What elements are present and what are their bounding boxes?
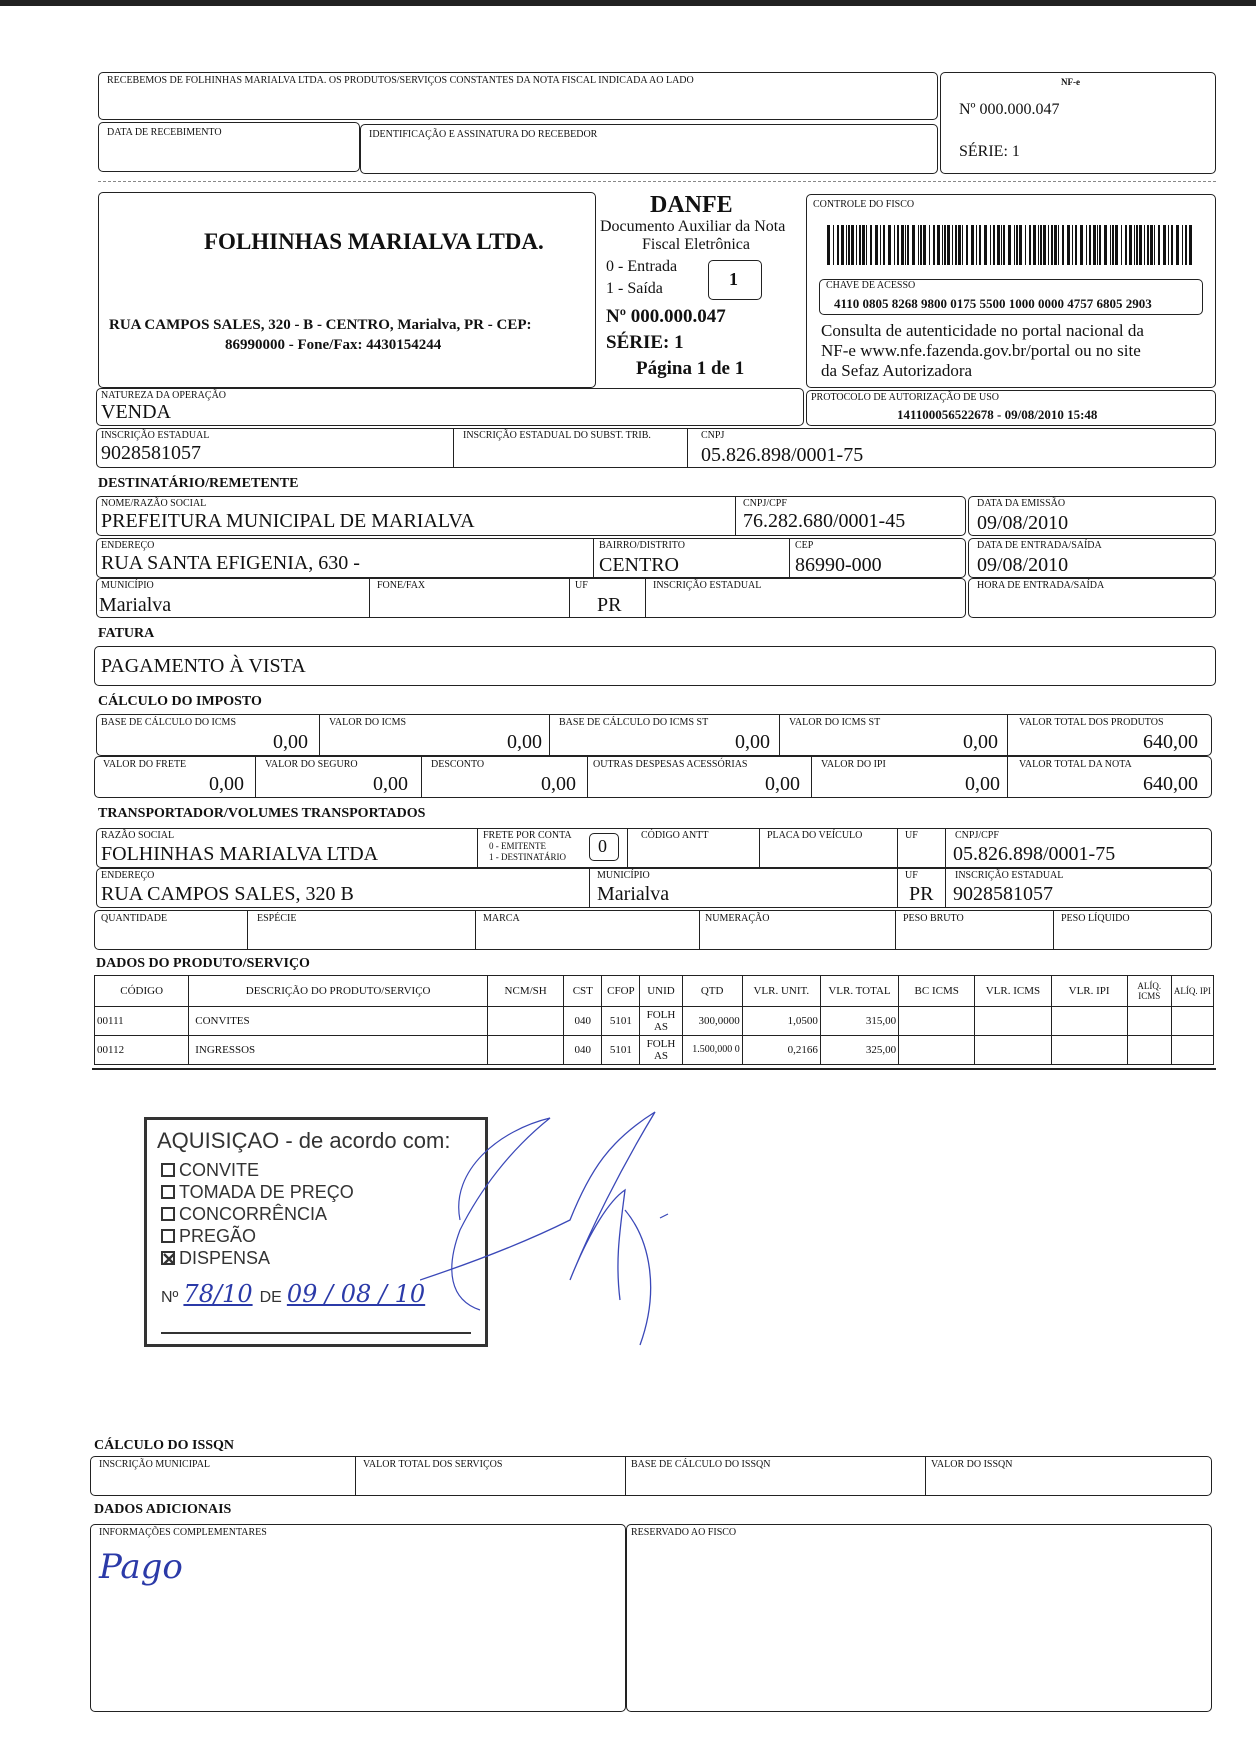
emitter-address-2: 86990000 - Fone/Fax: 4430154244 bbox=[225, 337, 442, 353]
nature-box bbox=[96, 388, 804, 426]
barcode-bar bbox=[942, 225, 943, 265]
recipient-name-label: NOME/RAZÃO SOCIAL bbox=[101, 498, 207, 509]
cell-cst: 040 bbox=[564, 1007, 602, 1036]
danfe-block bbox=[596, 192, 806, 388]
col-vlr-icms: VLR. ICMS bbox=[975, 976, 1051, 1007]
checkbox-icon bbox=[161, 1229, 175, 1243]
entry-date-label: DATA DE ENTRADA/SAÍDA bbox=[977, 540, 1102, 551]
additional-handwritten-note: Pago bbox=[99, 1547, 183, 1587]
recipient-section-title: DESTINATÁRIO/REMETENTE bbox=[98, 476, 299, 491]
barcode-bar bbox=[1147, 225, 1149, 265]
carrier-net-label: PESO LÍQUIDO bbox=[1061, 913, 1130, 924]
barcode-bar bbox=[937, 225, 940, 265]
barcode-bar bbox=[866, 225, 867, 265]
barcode-bar bbox=[1168, 225, 1169, 265]
stamp-option-convite bbox=[161, 1160, 259, 1181]
carrier-freight-label: FRETE POR CONTA bbox=[483, 830, 572, 841]
barcode-bar bbox=[933, 225, 935, 265]
recipient-uf-label: UF bbox=[575, 580, 588, 591]
emitter-address-1: RUA CAMPOS SALES, 320 - B - CENTRO, Marialva, PR - CEP: bbox=[109, 317, 532, 333]
carrier-address-label: ENDEREÇO bbox=[101, 870, 155, 881]
ie-label: INSCRIÇÃO ESTADUAL bbox=[101, 430, 210, 441]
barcode-bar bbox=[1093, 225, 1096, 265]
barcode-bar bbox=[888, 225, 891, 265]
cell-unit-price: 0,2166 bbox=[742, 1036, 820, 1065]
tax-insurance-label: VALOR DO SEGURO bbox=[265, 759, 358, 770]
danfe-subtitle-2: Fiscal Eletrônica bbox=[642, 236, 750, 253]
recipient-address-label: ENDEREÇO bbox=[101, 540, 155, 551]
tax-other: 0,00 bbox=[765, 773, 800, 795]
cell-ncm bbox=[488, 1007, 564, 1036]
col-unit-price: VLR. UNIT. bbox=[742, 976, 820, 1007]
tax-row-1 bbox=[96, 714, 1212, 756]
barcode-bar bbox=[833, 225, 834, 265]
signature-scribble bbox=[420, 1110, 680, 1360]
barcode-bar bbox=[1189, 225, 1192, 265]
receipt-header-box bbox=[98, 72, 938, 120]
barcode-bar bbox=[1154, 225, 1155, 265]
barcode-bar bbox=[837, 225, 839, 265]
nature-label: NATUREZA DA OPERAÇÃO bbox=[101, 390, 227, 401]
fisco-consult-2: NF-e www.nfe.fazenda.gov.br/portal ou no site bbox=[821, 341, 1141, 360]
danfe-saida: 1 - Saída bbox=[606, 280, 663, 297]
stamp-date: 09 / 08 / 10 bbox=[286, 1280, 426, 1308]
col-aliq-icms: ALÍQ. ICMS bbox=[1127, 976, 1171, 1007]
cell-ncm bbox=[488, 1036, 564, 1065]
tax-freight-label: VALOR DO FRETE bbox=[103, 759, 187, 770]
fisco-consult-1: Consulta de autenticidade no portal nacional da bbox=[821, 321, 1144, 340]
carrier-cnpj: 05.826.898/0001-75 bbox=[953, 843, 1116, 865]
barcode-bar bbox=[846, 225, 847, 265]
checkbox-icon bbox=[161, 1207, 175, 1221]
barcode-bar bbox=[1051, 225, 1053, 265]
barcode-bar bbox=[880, 225, 881, 265]
carrier-uf-label: UF bbox=[905, 830, 918, 841]
tax-icms-base-label: BASE DE CÁLCULO DO ICMS bbox=[101, 717, 237, 728]
col-code: CÓDIGO bbox=[95, 976, 189, 1007]
emission-date-label: DATA DA EMISSÃO bbox=[977, 498, 1066, 509]
barcode-bar bbox=[905, 225, 906, 265]
barcode-bar bbox=[990, 225, 991, 265]
barcode-bar bbox=[1033, 225, 1036, 265]
tax-insurance: 0,00 bbox=[373, 773, 408, 795]
carrier-numbering-label: NUMERAÇÃO bbox=[705, 913, 770, 924]
carrier-address: RUA CAMPOS SALES, 320 B bbox=[101, 883, 354, 905]
carrier-species-label: ESPÉCIE bbox=[257, 913, 297, 924]
barcode-bar bbox=[1134, 225, 1135, 265]
col-total: VLR. TOTAL bbox=[820, 976, 898, 1007]
barcode-bar bbox=[1014, 225, 1015, 265]
cell-qty: 1.500,000 0 bbox=[682, 1036, 742, 1065]
barcode-bar bbox=[875, 225, 878, 265]
tax-row-2 bbox=[94, 756, 1212, 798]
protocol-box bbox=[806, 390, 1216, 426]
entry-date-box bbox=[968, 538, 1216, 578]
table-row bbox=[95, 1007, 1214, 1036]
barcode-bar bbox=[1040, 225, 1042, 265]
barcode-bar bbox=[952, 225, 953, 265]
col-cst: CST bbox=[564, 976, 602, 1007]
checked-checkbox-icon bbox=[161, 1251, 175, 1265]
barcode-bar bbox=[1029, 225, 1031, 265]
barcode-bar bbox=[1104, 225, 1107, 265]
barcode-bar bbox=[1136, 225, 1138, 265]
recipient-ie-label: INSCRIÇÃO ESTADUAL bbox=[653, 580, 762, 591]
carrier-freight-box bbox=[589, 833, 619, 861]
checkbox-icon bbox=[161, 1185, 175, 1199]
barcode-bar bbox=[1099, 225, 1101, 265]
tax-section-title: CÁLCULO DO IMPOSTO bbox=[98, 694, 262, 709]
products-bottom-rule bbox=[92, 1068, 1216, 1070]
col-aliq-ipi: ALÍQ. IPI bbox=[1171, 976, 1213, 1007]
danfe-page: Página 1 de 1 bbox=[636, 358, 745, 379]
recipient-cnpj-label: CNPJ/CPF bbox=[743, 498, 787, 509]
cnpj-label: CNPJ bbox=[701, 430, 725, 441]
ie-st-label: INSCRIÇÃO ESTADUAL DO SUBST. TRIB. bbox=[463, 430, 651, 441]
barcode-bar bbox=[1048, 225, 1049, 265]
barcode-bar bbox=[1016, 225, 1018, 265]
carrier-ie-label: INSCRIÇÃO ESTADUAL bbox=[955, 870, 1064, 881]
recipient-district: CENTRO bbox=[599, 554, 679, 576]
stamp-number-prefix: Nº bbox=[161, 1289, 179, 1306]
barcode-bar bbox=[1150, 225, 1153, 265]
barcode-bar bbox=[1001, 225, 1002, 265]
barcode-bar bbox=[984, 225, 987, 265]
barcode-bar bbox=[1129, 225, 1132, 265]
barcode-bar bbox=[1176, 225, 1179, 265]
tax-total-products: 640,00 bbox=[1143, 731, 1198, 753]
stamp-option-label: PREGÃO bbox=[179, 1226, 257, 1246]
carrier-freight-opt1: 1 - DESTINATÁRIO bbox=[489, 852, 566, 862]
cnpj-value: 05.826.898/0001-75 bbox=[701, 444, 864, 466]
cell-cfop: 5101 bbox=[602, 1036, 640, 1065]
table-row bbox=[95, 1036, 1214, 1065]
receipt-header-text: RECEBEMOS DE FOLHINHAS MARIALVA LTDA. OS PRODUTOS/SERVIÇOS CONSTANTES DA NOTA FISCAL INDICADA AO LADO bbox=[107, 75, 694, 86]
barcode-bar bbox=[1139, 225, 1142, 265]
recipient-row-3 bbox=[96, 578, 966, 618]
receipt-date-box bbox=[98, 122, 360, 172]
recipient-cep: 86990-000 bbox=[795, 554, 882, 576]
barcode-bar bbox=[918, 225, 919, 265]
barcode-bar bbox=[971, 225, 974, 265]
tax-discount-label: DESCONTO bbox=[431, 759, 485, 770]
tax-freight: 0,00 bbox=[209, 773, 244, 795]
barcode-bar bbox=[1182, 225, 1183, 265]
tax-ipi-label: VALOR DO IPI bbox=[821, 759, 886, 770]
cell-code: 00111 bbox=[95, 1007, 189, 1036]
products-section-title: DADOS DO PRODUTO/SERVIÇO bbox=[96, 956, 310, 971]
emitter-box bbox=[98, 192, 596, 388]
recipient-cep-label: CEP bbox=[795, 540, 814, 551]
invoice-box bbox=[94, 646, 1216, 686]
stamp-option-label: TOMADA DE PREÇO bbox=[179, 1182, 354, 1202]
barcode-bar bbox=[901, 225, 904, 265]
danfe-series: SÉRIE: 1 bbox=[606, 332, 684, 353]
barcode-bar bbox=[929, 225, 930, 265]
tax-icms-value-label: VALOR DO ICMS bbox=[329, 717, 407, 728]
ie-value: 9028581057 bbox=[101, 442, 201, 464]
fisco-consult-3: da Sefaz Autorizadora bbox=[821, 361, 973, 380]
stamp-option-label: DISPENSA bbox=[179, 1248, 271, 1268]
barcode-bar bbox=[1019, 225, 1022, 265]
recipient-row-1 bbox=[96, 496, 966, 536]
carrier-name-label: RAZÃO SOCIAL bbox=[101, 830, 175, 841]
stamp-option-tomada bbox=[161, 1182, 354, 1203]
barcode-bar bbox=[1121, 225, 1122, 265]
invoice-text: PAGAMENTO À VISTA bbox=[101, 655, 306, 677]
receipt-signature-label: IDENTIFICAÇÃO E ASSINATURA DO RECEBEDOR bbox=[369, 129, 598, 140]
carrier-city: Marialva bbox=[597, 883, 670, 905]
issqn-value-label: VALOR DO ISSQN bbox=[931, 1459, 1013, 1470]
stamp-number: 78/10 bbox=[183, 1280, 253, 1308]
barcode-bar bbox=[1144, 225, 1145, 265]
recipient-city-label: MUNICÍPIO bbox=[101, 580, 154, 591]
barcode-bar bbox=[966, 225, 968, 265]
barcode-bar bbox=[1163, 225, 1166, 265]
col-cfop: CFOP bbox=[602, 976, 640, 1007]
barcode-bar bbox=[976, 225, 977, 265]
stamp-option-pregao bbox=[161, 1226, 256, 1247]
products-table bbox=[94, 975, 1214, 1065]
carrier-uf2-label: UF bbox=[905, 870, 918, 881]
danfe-entrada: 0 - Entrada bbox=[606, 258, 678, 275]
access-key-label: CHAVE DE ACESSO bbox=[826, 280, 916, 291]
barcode-bar bbox=[841, 225, 844, 265]
barcode-bar bbox=[955, 225, 957, 265]
emitter-name: FOLHINHAS MARIALVA LTDA. bbox=[204, 229, 544, 254]
cell-unit: FOLH AS bbox=[640, 1036, 682, 1065]
barcode-bar bbox=[1025, 225, 1026, 265]
barcode-bar bbox=[1080, 225, 1083, 265]
stamp-number-line bbox=[161, 1280, 425, 1308]
barcode-bar bbox=[1054, 225, 1057, 265]
cut-line bbox=[98, 181, 1216, 182]
barcode-bar bbox=[1185, 225, 1187, 265]
barcode-bar bbox=[962, 225, 963, 265]
scan-edge bbox=[0, 0, 1256, 6]
col-unit: UNID bbox=[640, 976, 682, 1007]
carrier-plate-label: PLACA DO VEÍCULO bbox=[767, 830, 863, 841]
access-key-box bbox=[819, 279, 1203, 315]
stamp-date-prefix: DE bbox=[259, 1289, 282, 1306]
barcode-bar bbox=[851, 225, 854, 265]
tax-discount: 0,00 bbox=[541, 773, 576, 795]
recipient-row-2 bbox=[96, 538, 966, 578]
barcode-bar bbox=[923, 225, 926, 265]
barcode-bar bbox=[848, 225, 850, 265]
tax-total-note: 640,00 bbox=[1143, 773, 1198, 795]
nature-value: VENDA bbox=[101, 401, 171, 423]
recipient-uf: PR bbox=[597, 594, 622, 616]
additional-info-box bbox=[90, 1524, 626, 1712]
emission-date-box bbox=[968, 496, 1216, 536]
stamp-option-label: CONVITE bbox=[179, 1160, 260, 1180]
cell-cfop: 5101 bbox=[602, 1007, 640, 1036]
carrier-gross-label: PESO BRUTO bbox=[903, 913, 964, 924]
cell-description: CONVITES bbox=[189, 1007, 488, 1036]
cell-total: 315,00 bbox=[820, 1007, 898, 1036]
reserved-fisco-label: RESERVADO AO FISCO bbox=[631, 1527, 737, 1538]
receipt-date-label: DATA DE RECEBIMENTO bbox=[107, 127, 222, 138]
tax-ipi: 0,00 bbox=[965, 773, 1000, 795]
barcode-bar bbox=[827, 225, 830, 265]
issqn-municipal-label: INSCRIÇÃO MUNICIPAL bbox=[99, 1459, 211, 1470]
tax-icms-base: 0,00 bbox=[273, 731, 308, 753]
fisco-box bbox=[806, 194, 1216, 388]
carrier-antt-label: CÓDIGO ANTT bbox=[641, 830, 709, 841]
protocol-value: 141100056522678 - 09/08/2010 15:48 bbox=[897, 407, 1098, 422]
barcode-bar bbox=[1067, 225, 1070, 265]
ie-row bbox=[96, 428, 1216, 468]
carrier-row-1 bbox=[96, 828, 1212, 868]
barcode-bar bbox=[856, 225, 857, 265]
col-qty: QTD bbox=[682, 976, 742, 1007]
tax-total-products-label: VALOR TOTAL DOS PRODUTOS bbox=[1019, 717, 1164, 728]
cell-qty: 300,0000 bbox=[682, 1007, 742, 1036]
barcode-bar bbox=[1115, 225, 1118, 265]
danfe-number: Nº 000.000.047 bbox=[606, 306, 726, 327]
barcode-bar bbox=[1097, 225, 1098, 265]
reserved-fisco-box bbox=[626, 1524, 1212, 1712]
col-bc-icms: BC ICMS bbox=[899, 976, 975, 1007]
stamp-option-label: CONCORRÊNCIA bbox=[179, 1204, 328, 1224]
recipient-name: PREFEITURA MUNICIPAL DE MARIALVA bbox=[101, 510, 475, 532]
carrier-freight-value: 0 bbox=[598, 836, 607, 856]
danfe-title: DANFE bbox=[650, 192, 733, 218]
barcode-bar bbox=[979, 225, 981, 265]
carrier-name: FOLHINHAS MARIALVA LTDA bbox=[101, 843, 379, 865]
barcode-bar bbox=[958, 225, 961, 265]
emission-date: 09/08/2010 bbox=[977, 512, 1069, 534]
receipt-series: SÉRIE: 1 bbox=[959, 143, 1020, 160]
tax-icms-st-value: 0,00 bbox=[963, 731, 998, 753]
cell-unit-price: 1,0500 bbox=[742, 1007, 820, 1036]
tax-icms-st-base: 0,00 bbox=[735, 731, 770, 753]
barcode-bar bbox=[997, 225, 1000, 265]
carrier-freight-opt0: 0 - EMITENTE bbox=[489, 841, 546, 851]
barcode-bar bbox=[947, 225, 950, 265]
danfe-type-box bbox=[708, 260, 762, 300]
carrier-qty-label: QUANTIDADE bbox=[101, 913, 168, 924]
receipt-number: Nº 000.000.047 bbox=[959, 101, 1060, 118]
cell-cst: 040 bbox=[564, 1036, 602, 1065]
recipient-phone-label: FONE/FAX bbox=[377, 580, 426, 591]
col-vlr-ipi: VLR. IPI bbox=[1051, 976, 1127, 1007]
barcode-bar bbox=[1008, 225, 1011, 265]
entry-time-box bbox=[968, 578, 1216, 618]
issqn-services-label: VALOR TOTAL DOS SERVIÇOS bbox=[363, 1459, 503, 1470]
barcode-bar bbox=[1089, 225, 1091, 265]
carrier-row-3 bbox=[94, 910, 1212, 950]
receipt-nfe-label: NF-e bbox=[1061, 77, 1080, 87]
danfe-type-value: 1 bbox=[729, 269, 738, 289]
stamp-option-dispensa bbox=[161, 1248, 270, 1269]
carrier-brand-label: MARCA bbox=[483, 913, 520, 924]
protocol-label: PROTOCOLO DE AUTORIZAÇÃO DE USO bbox=[811, 392, 999, 403]
barcode bbox=[827, 225, 1197, 265]
carrier-ie: 9028581057 bbox=[953, 883, 1053, 905]
cell-total: 325,00 bbox=[820, 1036, 898, 1065]
invoice-section-title: FATURA bbox=[98, 626, 155, 641]
barcode-bar bbox=[862, 225, 865, 265]
barcode-bar bbox=[912, 225, 915, 265]
barcode-bar bbox=[883, 225, 885, 265]
tax-total-note-label: VALOR TOTAL DA NOTA bbox=[1019, 759, 1132, 770]
additional-section-title: DADOS ADICIONAIS bbox=[94, 1502, 232, 1517]
barcode-bar bbox=[1003, 225, 1005, 265]
recipient-cnpj: 76.282.680/0001-45 bbox=[743, 510, 906, 532]
barcode-bar bbox=[1086, 225, 1087, 265]
barcode-bar bbox=[944, 225, 946, 265]
barcode-bar bbox=[907, 225, 909, 265]
recipient-city: Marialva bbox=[99, 594, 172, 616]
issqn-base-label: BASE DE CÁLCULO DO ISSQN bbox=[631, 1459, 771, 1470]
carrier-uf: PR bbox=[909, 883, 934, 905]
barcode-bar bbox=[1110, 225, 1111, 265]
barcode-bar bbox=[1112, 225, 1114, 265]
col-ncm: NCM/SH bbox=[488, 976, 564, 1007]
barcode-bar bbox=[1171, 225, 1173, 265]
cell-unit: FOLH AS bbox=[640, 1007, 682, 1036]
carrier-row-2 bbox=[96, 868, 1212, 908]
carrier-cnpj-label: CNPJ/CPF bbox=[955, 830, 999, 841]
recipient-address: RUA SANTA EFIGENIA, 630 - bbox=[101, 552, 360, 574]
col-description: DESCRIÇÃO DO PRODUTO/SERVIÇO bbox=[189, 976, 488, 1007]
barcode-bar bbox=[1158, 225, 1160, 265]
barcode-bar bbox=[993, 225, 995, 265]
barcode-bar bbox=[894, 225, 895, 265]
products-header-row bbox=[95, 976, 1214, 1007]
entry-date: 09/08/2010 bbox=[977, 554, 1069, 576]
access-key-value: 4110 0805 8268 9800 0175 5500 1000 0000 4757 6805 2903 bbox=[834, 296, 1152, 311]
issqn-row bbox=[90, 1456, 1212, 1496]
barcode-bar bbox=[1125, 225, 1127, 265]
barcode-bar bbox=[897, 225, 899, 265]
checkbox-icon bbox=[161, 1163, 175, 1177]
danfe-subtitle-1: Documento Auxiliar da Nota bbox=[600, 218, 786, 235]
carrier-section-title: TRANSPORTADOR/VOLUMES TRANSPORTADOS bbox=[98, 806, 426, 821]
barcode-bar bbox=[1072, 225, 1073, 265]
entry-time-label: HORA DE ENTRADA/SAÍDA bbox=[977, 580, 1105, 591]
cell-code: 00112 bbox=[95, 1036, 189, 1065]
barcode-bar bbox=[1058, 225, 1059, 265]
barcode-bar bbox=[859, 225, 861, 265]
stamp-title: AQUISIÇAO - de acordo com: bbox=[157, 1128, 451, 1153]
fisco-control-label: CONTROLE DO FISCO bbox=[813, 199, 915, 210]
carrier-city-label: MUNICÍPIO bbox=[597, 870, 650, 881]
barcode-bar bbox=[1062, 225, 1064, 265]
barcode-bar bbox=[1075, 225, 1077, 265]
recipient-district-label: BAIRRO/DISTRITO bbox=[599, 540, 685, 551]
tax-icms-st-base-label: BASE DE CÁLCULO DO ICMS ST bbox=[559, 717, 709, 728]
issqn-section-title: CÁLCULO DO ISSQN bbox=[94, 1438, 235, 1453]
barcode-bar bbox=[920, 225, 922, 265]
tax-other-label: OUTRAS DESPESAS ACESSÓRIAS bbox=[593, 759, 748, 770]
receipt-signature-box bbox=[360, 124, 938, 174]
receipt-nfe-box bbox=[940, 72, 1216, 174]
tax-icms-value: 0,00 bbox=[507, 731, 542, 753]
cell-description: INGRESSOS bbox=[189, 1036, 488, 1065]
barcode-bar bbox=[870, 225, 872, 265]
additional-info-label: INFORMAÇÕES COMPLEMENTARES bbox=[99, 1527, 267, 1538]
tax-icms-st-value-label: VALOR DO ICMS ST bbox=[789, 717, 881, 728]
stamp-option-concorrencia bbox=[161, 1204, 327, 1225]
barcode-bar bbox=[1043, 225, 1046, 265]
barcode-bar bbox=[1038, 225, 1039, 265]
